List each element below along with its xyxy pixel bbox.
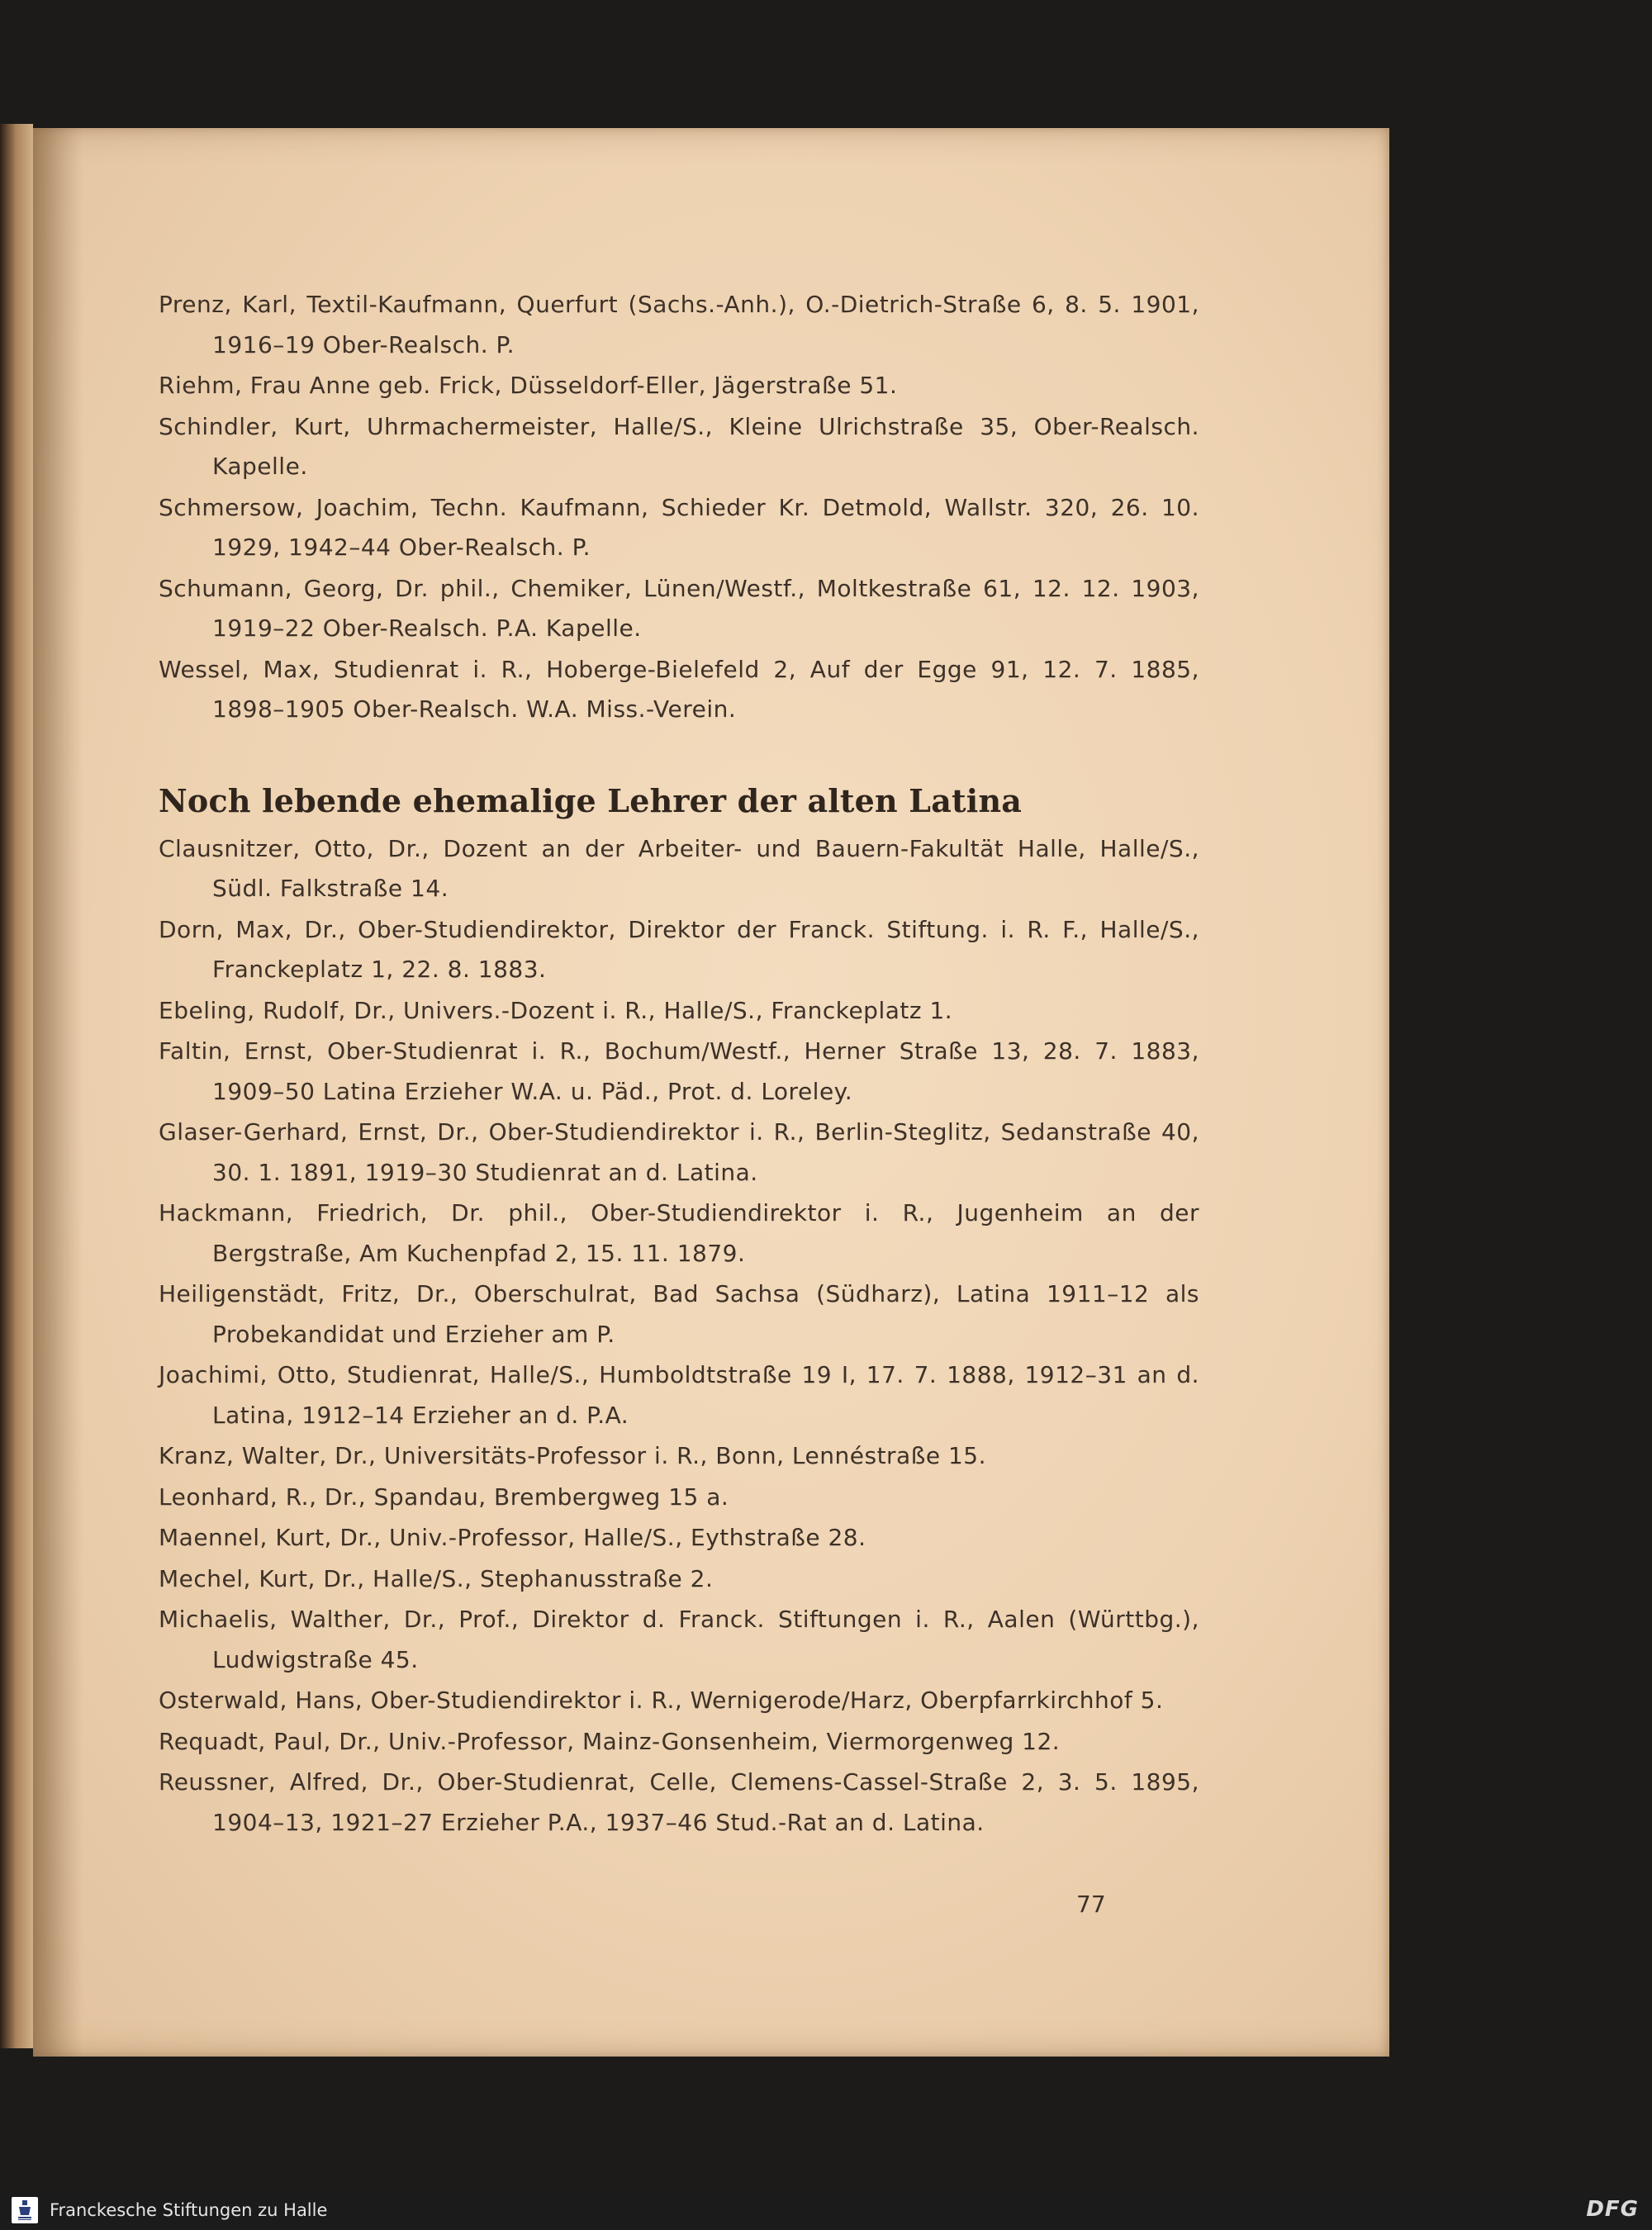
list-item: Faltin, Ernst, Ober-Studienrat i. R., Bochum/Westf., Herner Straße 13, 28. 7. 1883, 1909–50 Latina Erzieher W.A. u. Päd., Prot. d. Loreley. [159, 1037, 1199, 1105]
list-item: Michaelis, Walther, Dr., Prof., Direktor d. Franck. Stiftungen i. R., Aalen (Württbg.), Ludwigstraße 45. [159, 1606, 1199, 1673]
list-item: Joachimi, Otto, Studienrat, Halle/S., Humboldtstraße 19 I, 17. 7. 1888, 1912–31 an d. Latina, 1912–14 Erzieher an d. P.A. [159, 1361, 1199, 1429]
list-item: Wessel, Max, Studienrat i. R., Hoberge-Bielefeld 2, Auf der Egge 91, 12. 7. 1885, 1898–1905 Ober-Realsch. W.A. Miss.-Verein. [159, 655, 1199, 723]
list-item: Schmersow, Joachim, Techn. Kaufmann, Schieder Kr. Detmold, Wallstr. 320, 26. 10. 1929, 1942–44 Ober-Realsch. P. [159, 493, 1199, 561]
list-item: Prenz, Karl, Textil-Kaufmann, Querfurt (Sachs.-Anh.), O.-Dietrich-Straße 6, 8. 5. 1901, 1916–19 Ober-Realsch. P. [159, 291, 1199, 358]
list-item: Reussner, Alfred, Dr., Ober-Studienrat, Celle, Clemens-Cassel-Straße 2, 3. 5. 1895, 1904–13, 1921–27 Erzieher P.A., 1937–46 Stud.-Rat an d. Latina. [159, 1768, 1199, 1836]
list-item: Leonhard, R., Dr., Spandau, Brembergweg 15 a. [159, 1483, 729, 1511]
dfg-logo[interactable]: DFG [1586, 2197, 1639, 2222]
list-item: Schumann, Georg, Dr. phil., Chemiker, Lünen/Westf., Moltkestraße 61, 12. 12. 1903, 1919–22 Ober-Realsch. P.A. Kapelle. [159, 574, 1199, 642]
section-heading: Noch lebende ehemalige Lehrer der alten Latina [159, 781, 1023, 819]
logo-graphic [12, 2197, 38, 2223]
list-item: Hackmann, Friedrich, Dr. phil., Ober-Studiendirektor i. R., Jugenheim an der Bergstraße, Am Kuchenpfad 2, 15. 11. 1879. [159, 1199, 1199, 1267]
page-text [159, 285, 1199, 1843]
left-page-edge [0, 124, 33, 2048]
institution-name[interactable]: Franckesche Stiftungen zu Halle [50, 2200, 328, 2220]
list-item: Osterwald, Hans, Ober-Studiendirektor i. R., Wernigerode/Harz, Oberpfarrkirchhof 5. [159, 1687, 1164, 1714]
list-item: Dorn, Max, Dr., Ober-Studiendirektor, Direktor der Franck. Stiftung. i. R. F., Halle/S., Franckeplatz 1, 22. 8. 1883. [159, 915, 1199, 983]
list-item: Schindler, Kurt, Uhrmachermeister, Halle/S., Kleine Ulrichstraße 35, Ober-Realsch. Kapelle. [159, 412, 1199, 480]
franckesche-stiftungen-logo-icon[interactable] [12, 2197, 38, 2223]
list-item: Requadt, Paul, Dr., Univ.-Professor, Mainz-Gonsenheim, Viermorgenweg 12. [159, 1727, 1061, 1755]
list-item: Mechel, Kurt, Dr., Halle/S., Stephanusstraße 2. [159, 1564, 714, 1592]
list-item: Riehm, Frau Anne geb. Frick, Düsseldorf-Eller, Jägerstraße 51. [159, 372, 898, 399]
viewer-footer [0, 2190, 1652, 2230]
page-number: 77 [1076, 1891, 1106, 1918]
list-item: Kranz, Walter, Dr., Universitäts-Professor i. R., Bonn, Lennéstraße 15. [159, 1442, 987, 1469]
book-page [33, 128, 1389, 2057]
list-item: Glaser-Gerhard, Ernst, Dr., Ober-Studiendirektor i. R., Berlin-Steglitz, Sedanstraße 40, 30. 1. 1891, 1919–30 Studienrat an d. Latina. [159, 1118, 1199, 1186]
list-item: Clausnitzer, Otto, Dr., Dozent an der Arbeiter- und Bauern-Fakultät Halle, Halle/S., Südl. Falkstraße 14. [159, 834, 1199, 902]
section-gap [159, 730, 1199, 778]
list-item: Heiligenstädt, Fritz, Dr., Oberschulrat, Bad Sachsa (Südharz), Latina 1911–12 als Probekandidat und Erzieher am P. [159, 1280, 1199, 1348]
list-item: Ebeling, Rudolf, Dr., Univers.-Dozent i. R., Halle/S., Franckeplatz 1. [159, 996, 953, 1024]
list-item: Maennel, Kurt, Dr., Univ.-Professor, Halle/S., Eythstraße 28. [159, 1524, 866, 1551]
